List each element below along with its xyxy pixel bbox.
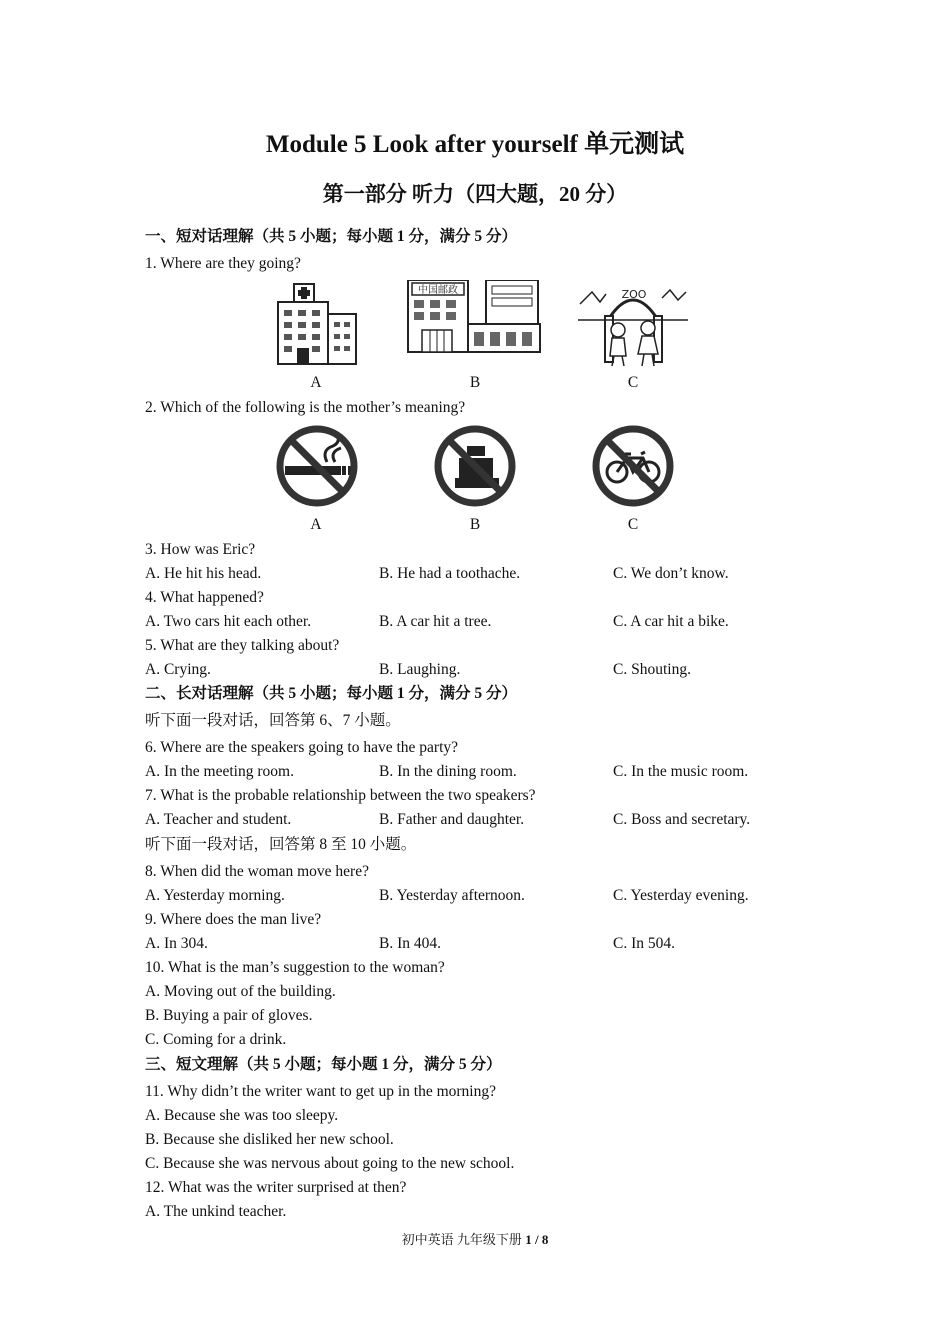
q11-option-c: C. Because she was nervous about going to the new school. <box>145 1155 515 1172</box>
section2-intro-1: 听下面一段对话，回答第 6、7 小题。 <box>145 712 401 729</box>
footer-text: 初中英语 九年级下册 <box>401 1232 526 1247</box>
section3-heading: 三、短文理解（共 5 小题；每小题 1 分，满分 5 分） <box>145 1056 502 1073</box>
q3-option-c: C. We don’t know. <box>613 565 729 582</box>
question-1: 1. Where are they going? <box>145 255 301 272</box>
q11-option-a: A. Because she was too sleepy. <box>145 1107 339 1124</box>
footer-page-total: 8 <box>541 1232 549 1247</box>
question-10: 10. What is the man’s suggestion to the woman? <box>145 959 445 976</box>
q5-option-c: C. Shouting. <box>613 661 691 678</box>
post-office-image <box>406 280 542 354</box>
q1-label-b: B <box>469 374 481 391</box>
q12-option-a: A. The unkind teacher. <box>145 1203 287 1220</box>
q3-option-a: A. He hit his head. <box>145 565 262 582</box>
q10-option-a: A. Moving out of the building. <box>145 983 336 1000</box>
part-subtitle: 第一部分 听力（四大题，20 分） <box>322 182 628 206</box>
question-12: 12. What was the writer surprised at then? <box>145 1179 407 1196</box>
q5-option-b: B. Laughing. <box>379 661 461 678</box>
q7-option-b: B. Father and daughter. <box>379 811 525 828</box>
q3-option-b: B. He had a toothache. <box>379 565 521 582</box>
q2-label-b: B <box>469 516 481 533</box>
q9-option-b: B. In 404. <box>379 935 441 952</box>
q10-option-c: C. Coming for a drink. <box>145 1031 287 1048</box>
q1-label-a: A <box>310 374 322 391</box>
q4-option-a: A. Two cars hit each other. <box>145 613 312 630</box>
section2-intro-2: 听下面一段对话，回答第 8 至 10 小题。 <box>145 836 417 853</box>
section2-heading: 二、长对话理解（共 5 小题；每小题 1 分，满分 5 分） <box>145 685 518 702</box>
question-7: 7. What is the probable relationship between the two speakers? <box>145 787 536 804</box>
zoo-sign: ZOO <box>621 288 647 301</box>
footer-page-number: 1 <box>525 1232 532 1247</box>
post-office-sign: 中国邮政 <box>418 285 458 296</box>
q2-label-c: C <box>627 516 639 533</box>
q10-option-b: B. Buying a pair of gloves. <box>145 1007 313 1024</box>
q9-option-a: A. In 304. <box>145 935 208 952</box>
question-6: 6. Where are the speakers going to have the party? <box>145 739 459 756</box>
question-2: 2. Which of the following is the mother’s meaning? <box>145 399 466 416</box>
footer-separator: / <box>531 1232 542 1247</box>
hospital-image <box>276 280 358 366</box>
question-8: 8. When did the woman move here? <box>145 863 369 880</box>
section1-heading: 一、短对话理解（共 5 小题；每小题 1 分，满分 5 分） <box>145 228 518 245</box>
question-4: 4. What happened? <box>145 589 264 606</box>
q2-label-a: A <box>310 516 322 533</box>
q8-option-c: C. Yesterday evening. <box>613 887 749 904</box>
zoo-image <box>578 280 688 368</box>
q7-option-c: C. Boss and secretary. <box>613 811 751 828</box>
q5-option-a: A. Crying. <box>145 661 211 678</box>
q9-option-c: C. In 504. <box>613 935 675 952</box>
no-bicycle-icon <box>591 424 675 508</box>
question-3: 3. How was Eric? <box>145 541 256 558</box>
q7-option-a: A. Teacher and student. <box>145 811 292 828</box>
q6-option-c: C. In the music room. <box>613 763 749 780</box>
q6-option-b: B. In the dining room. <box>379 763 517 780</box>
q8-option-a: A. Yesterday morning. <box>145 887 285 904</box>
page-title: Module 5 Look after yourself 单元测试 <box>265 131 685 158</box>
no-smoking-icon <box>275 424 359 508</box>
q8-option-b: B. Yesterday afternoon. <box>379 887 525 904</box>
no-motorcycle-icon <box>433 424 517 508</box>
question-9: 9. Where does the man live? <box>145 911 322 928</box>
q11-option-b: B. Because she disliked her new school. <box>145 1131 394 1148</box>
q4-option-c: C. A car hit a bike. <box>613 613 729 630</box>
question-5: 5. What are they talking about? <box>145 637 340 654</box>
page-footer <box>0 1229 950 1248</box>
q1-label-c: C <box>627 374 639 391</box>
q6-option-a: A. In the meeting room. <box>145 763 294 780</box>
question-11: 11. Why didn’t the writer want to get up in the morning? <box>145 1083 496 1100</box>
q4-option-b: B. A car hit a tree. <box>379 613 492 630</box>
